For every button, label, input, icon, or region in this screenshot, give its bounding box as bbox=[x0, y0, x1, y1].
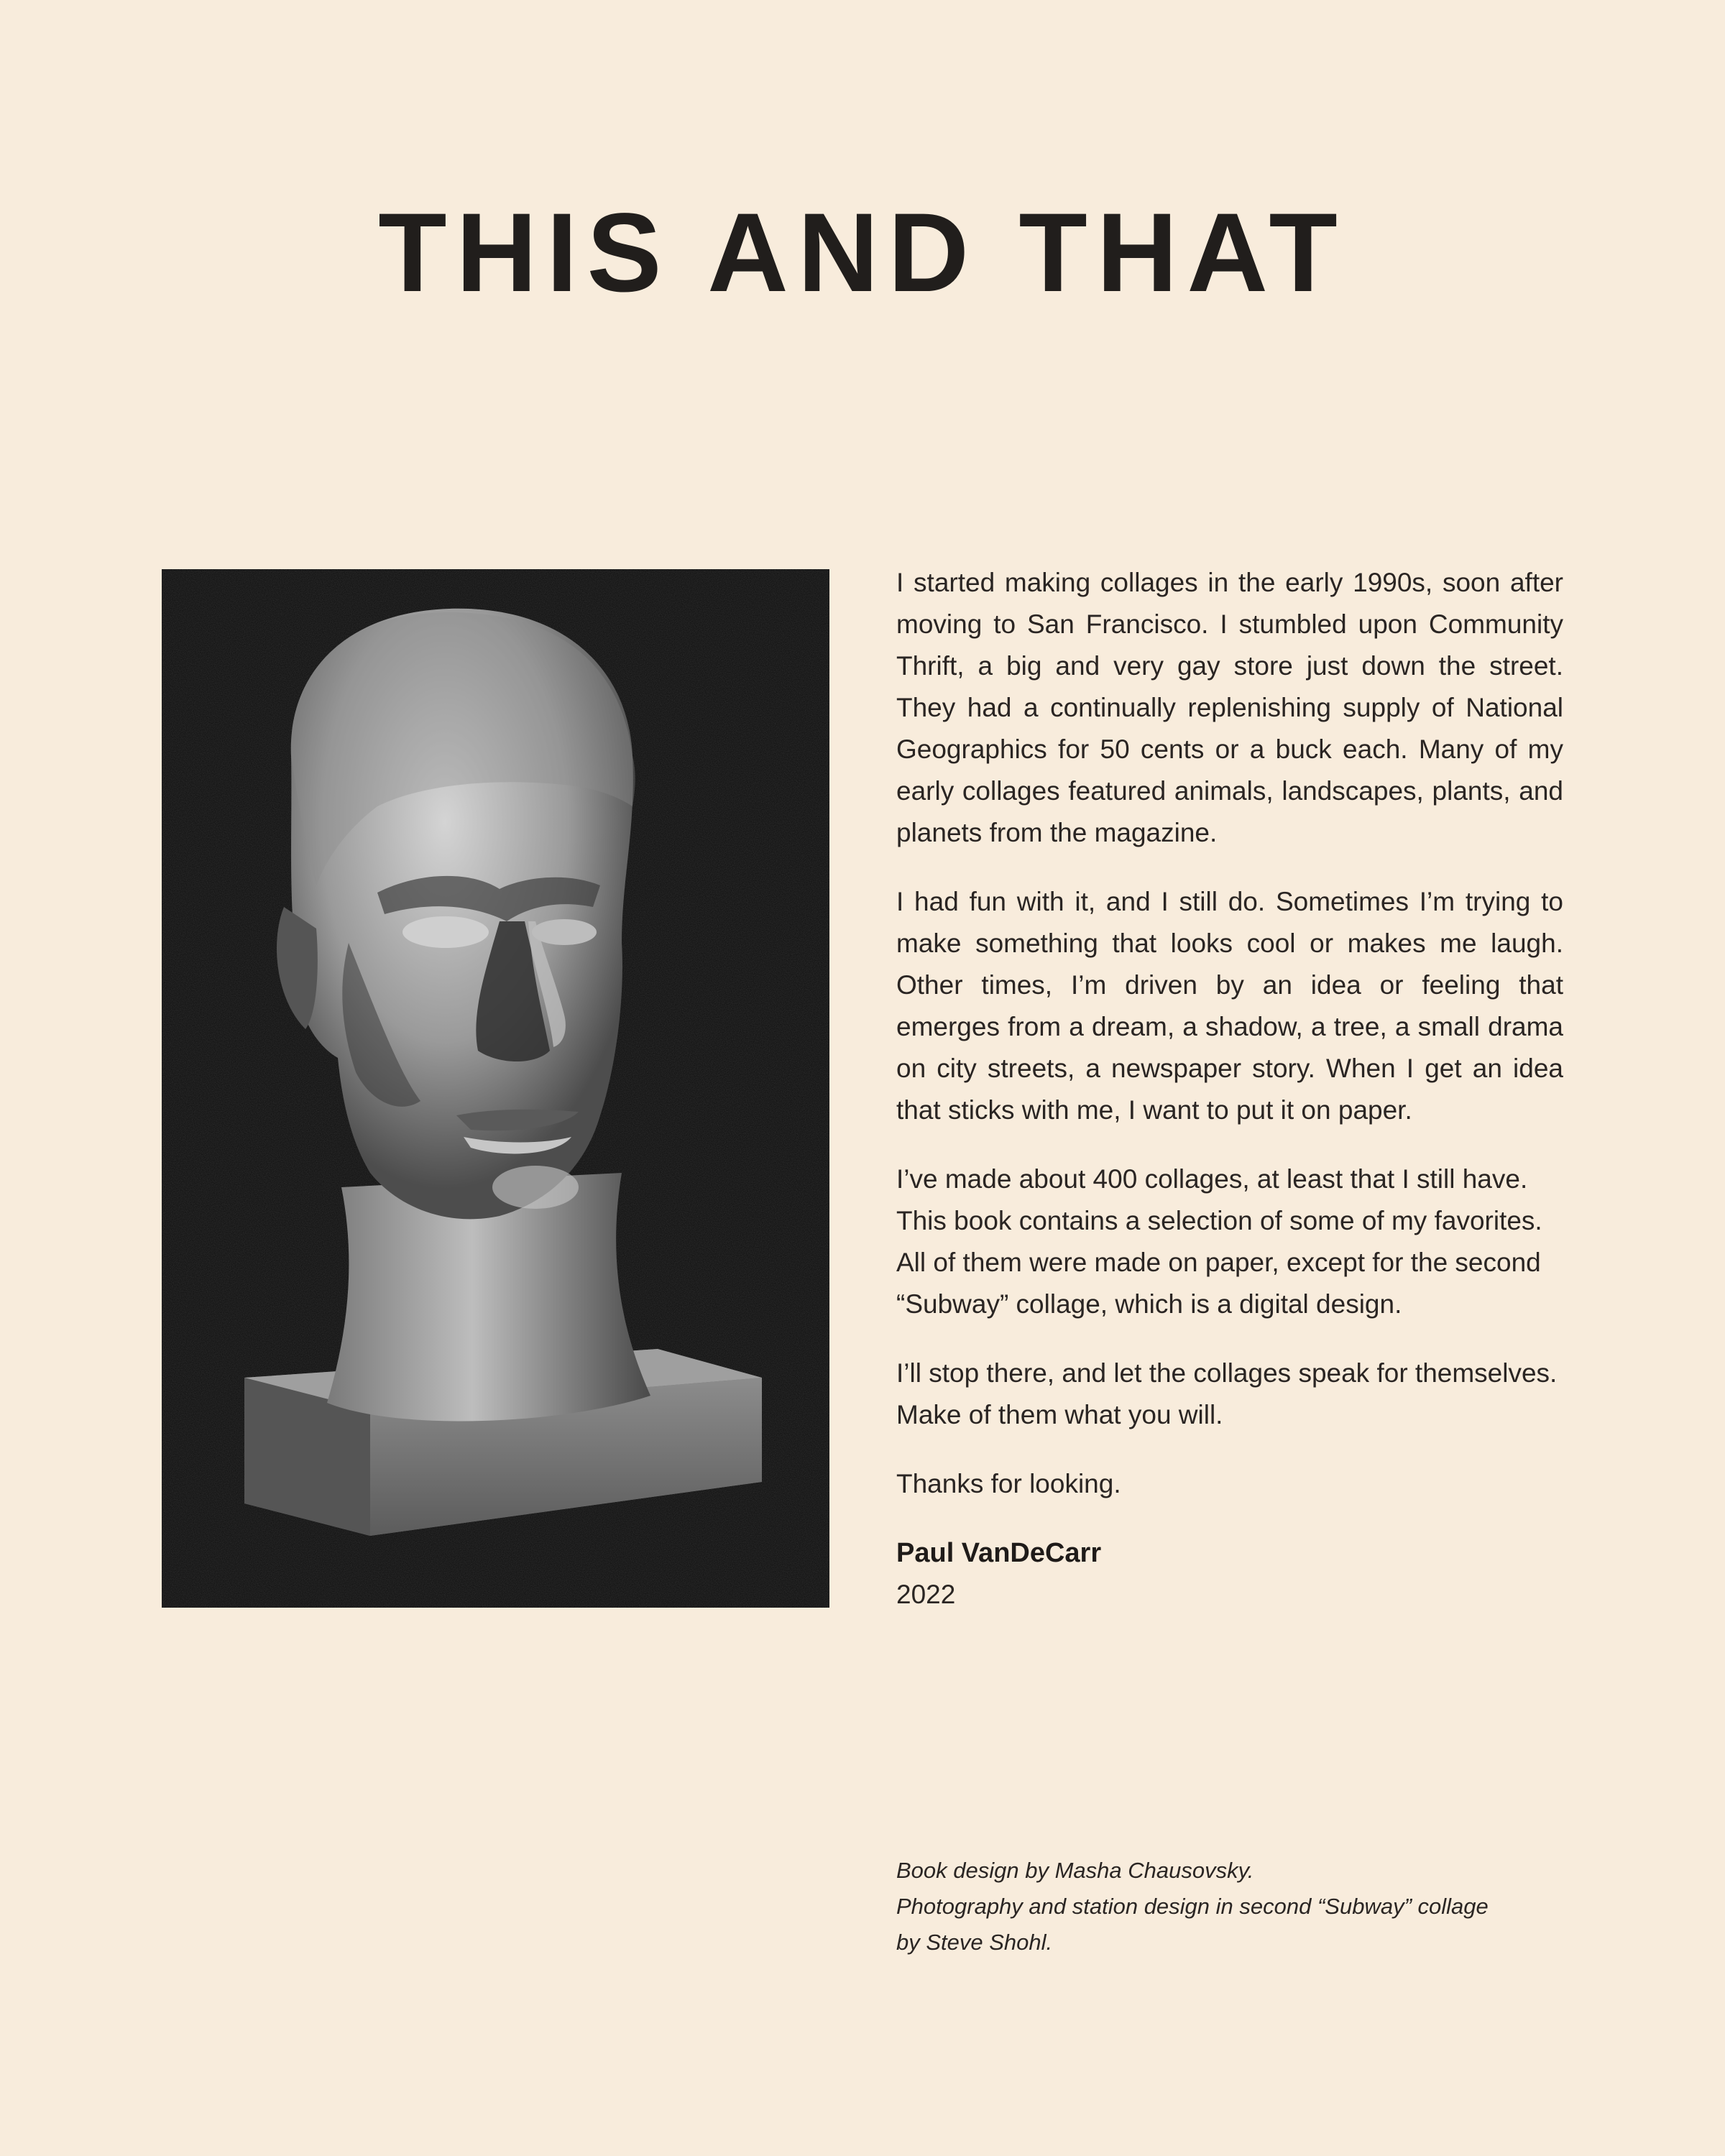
paragraph-5: Thanks for looking. bbox=[896, 1469, 1121, 1498]
page-title: THIS AND THAT bbox=[378, 190, 1347, 315]
author-name: Paul VanDeCarr bbox=[896, 1538, 1102, 1568]
paragraph-1: I started making collages in the early 1990s, soon after moving to San Francisco. I stumbled upon Community Thrift, a big and very gay store just down the street. They had a continually replenishing supply of National Geographics for 50 cents or a buck each. Many of my early collages featured animals, landscapes, plants, and planets from the magazine. bbox=[896, 568, 1563, 847]
sculpted-head-image bbox=[162, 569, 829, 1608]
credit-line-3: by Steve Shohl. bbox=[896, 1930, 1053, 1955]
paragraph-3: I’ve made about 400 collages, at least that I still have. This book contains a selection of some of my favorites. All of them were made on paper, except for the second “Subway” collage, which is a digital design. bbox=[896, 1164, 1542, 1319]
intro-text bbox=[896, 562, 1563, 1616]
credits bbox=[896, 1853, 1543, 1961]
paragraph-2: I had fun with it, and I still do. Sometimes I’m trying to make something that looks cool or makes me laugh. Other times, I’m driven by an idea or feeling that emerges from a dream, a shadow, a tree, a small drama on city streets, a newspaper story. When I get an idea that sticks with me, I want to put it on paper. bbox=[896, 887, 1563, 1125]
credit-line-1: Book design by Masha Chausovsky. bbox=[896, 1858, 1254, 1883]
year: 2022 bbox=[896, 1580, 956, 1609]
paragraph-4: I’ll stop there, and let the collages speak for themselves. Make of them what you will. bbox=[896, 1358, 1558, 1429]
credit-line-2: Photography and station design in second “Subway” collage bbox=[896, 1894, 1489, 1919]
sculpture-photo bbox=[162, 569, 829, 1608]
